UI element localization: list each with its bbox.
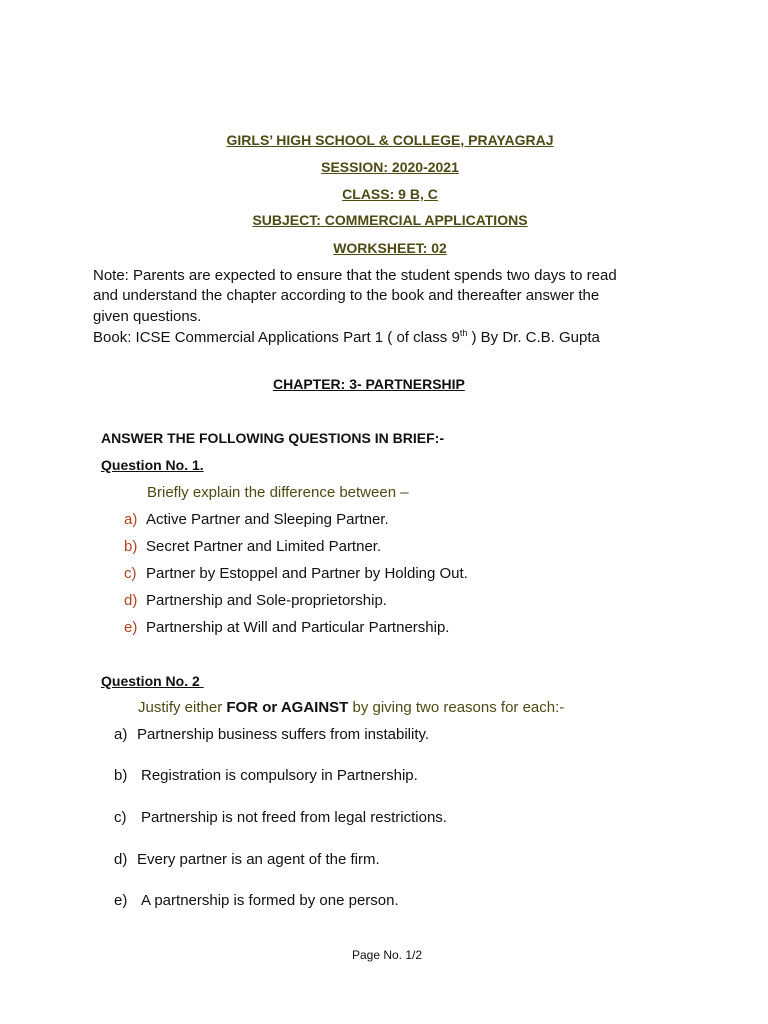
q1-item-c bbox=[124, 565, 468, 582]
q2-item-letter: d) bbox=[114, 851, 128, 868]
q2-item-letter: a) bbox=[114, 726, 128, 743]
subject-heading: SUBJECT: COMMERCIAL APPLICATIONS bbox=[252, 212, 528, 228]
note-line-2: and understand the chapter according to the book and thereafter answer the bbox=[93, 287, 600, 304]
q2-item-a bbox=[114, 726, 429, 743]
q2-item-text: A partnership is formed by one person. bbox=[141, 892, 399, 909]
school-name: GIRLS’ HIGH SCHOOL & COLLEGE, PRAYAGRAJ bbox=[226, 132, 554, 148]
book-reference bbox=[93, 328, 600, 349]
q2-item-e bbox=[114, 892, 399, 909]
question-2-prompt bbox=[138, 699, 564, 716]
q2-item-c bbox=[114, 809, 447, 826]
q1-item-a bbox=[124, 511, 389, 528]
q1-item-text: Partnership at Will and Particular Partnership. bbox=[146, 619, 450, 636]
q2-prompt-prefix: Justify either bbox=[138, 699, 227, 716]
question-1-title: Question No. 1. bbox=[101, 457, 204, 473]
q2-item-text: Registration is compulsory in Partnership. bbox=[141, 767, 418, 784]
q2-item-text: Every partner is an agent of the firm. bbox=[137, 851, 380, 868]
worksheet-heading: WORKSHEET: 02 bbox=[333, 240, 447, 256]
q1-item-text: Secret Partner and Limited Partner. bbox=[146, 538, 382, 555]
q1-item-letter: d) bbox=[124, 592, 138, 609]
q1-item-text: Active Partner and Sleeping Partner. bbox=[146, 511, 389, 528]
q1-item-letter: a) bbox=[124, 511, 138, 528]
q1-item-e bbox=[124, 619, 449, 636]
book-suffix: ) By Dr. C.B. Gupta bbox=[467, 329, 600, 346]
session-heading: SESSION: 2020-2021 bbox=[321, 159, 459, 175]
q1-item-d bbox=[124, 592, 387, 609]
q2-prompt-suffix: by giving two reasons for each:- bbox=[348, 699, 565, 716]
q2-item-d bbox=[114, 851, 380, 868]
q2-item-text: Partnership is not freed from legal restrictions. bbox=[141, 809, 447, 826]
note-line-3: given questions. bbox=[93, 308, 202, 325]
q2-item-text: Partnership business suffers from instability. bbox=[137, 726, 430, 743]
q1-item-text: Partner by Estoppel and Partner by Holding Out. bbox=[146, 565, 468, 582]
page-number: Page No. 1/2 bbox=[351, 948, 423, 962]
q2-item-b bbox=[114, 767, 418, 784]
instruction-heading: ANSWER THE FOLLOWING QUESTIONS IN BRIEF:- bbox=[101, 430, 444, 446]
book-superscript: th bbox=[459, 328, 468, 338]
question-2-title: Question No. 2 bbox=[101, 673, 204, 689]
note-line-1: Note: Parents are expected to ensure that the student spends two days to read bbox=[93, 267, 617, 284]
q2-item-letter: b) bbox=[114, 767, 128, 784]
q2-item-letter: c) bbox=[114, 809, 127, 826]
q1-item-letter: e) bbox=[124, 619, 138, 636]
question-1-prompt: Briefly explain the difference between – bbox=[147, 484, 409, 501]
q2-prompt-emphasis: FOR or AGAINST bbox=[226, 699, 349, 716]
book-prefix: Book: ICSE Commercial Applications Part 1 ( of class 9 bbox=[93, 329, 460, 346]
q1-item-text: Partnership and Sole-proprietorship. bbox=[146, 592, 387, 609]
class-heading: CLASS: 9 B, C bbox=[342, 186, 438, 202]
q1-item-letter: b) bbox=[124, 538, 138, 555]
chapter-heading: CHAPTER: 3- PARTNERSHIP bbox=[273, 376, 465, 392]
q1-item-b bbox=[124, 538, 381, 555]
q1-item-letter: c) bbox=[124, 565, 137, 582]
q2-item-letter: e) bbox=[114, 892, 128, 909]
